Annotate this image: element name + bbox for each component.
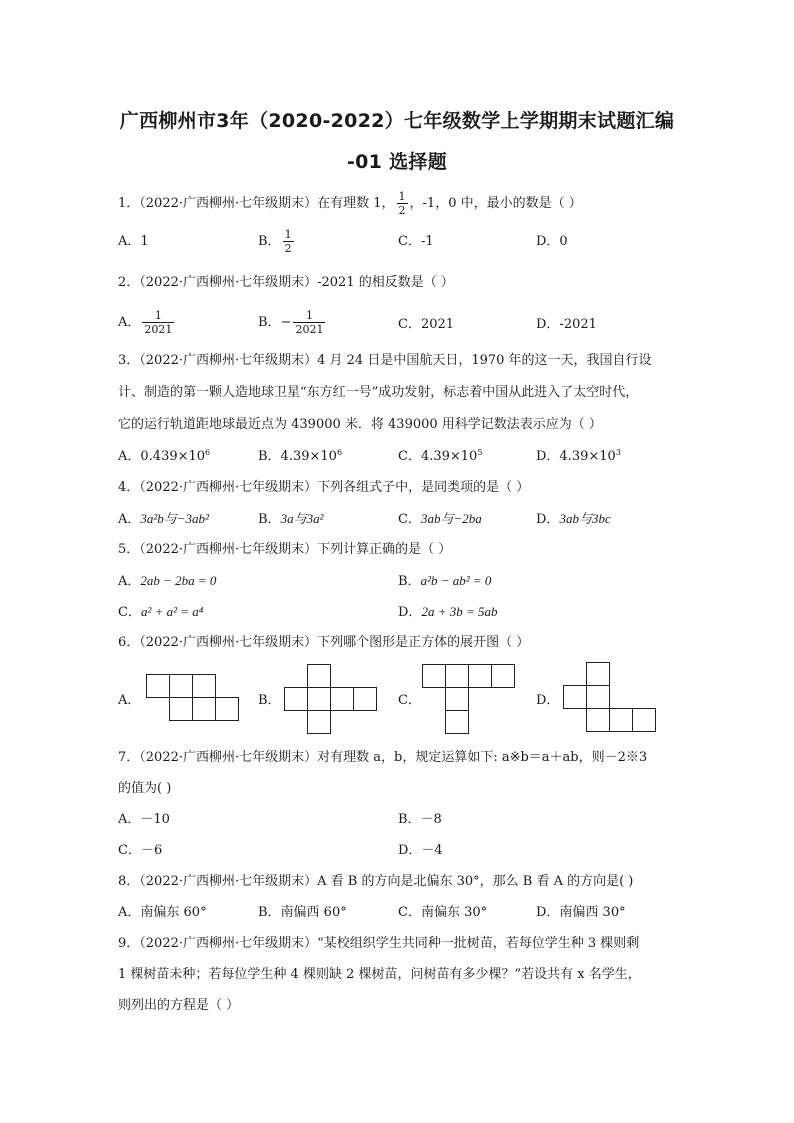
question-6-option-c[interactable]: C．	[398, 693, 421, 708]
question-1-option-d[interactable]: D．0	[536, 234, 568, 249]
question-5-option-d[interactable]: D．2a + 3b = 5ab	[398, 604, 498, 620]
question-3-option-a[interactable]: A．$0.439\times 10^6$	[118, 448, 211, 464]
question-6-option-b[interactable]: B．	[258, 693, 281, 708]
cube-net-figure-d	[563, 662, 658, 734]
cube-net-figure-c	[422, 664, 517, 736]
question-2-option-a[interactable]: A． $\frac{1}{2021}$	[118, 309, 173, 336]
question-2-option-c[interactable]: C．2021	[398, 317, 455, 332]
cube-net-figure-b	[284, 664, 379, 736]
question-1-option-c[interactable]: C．-1	[398, 234, 434, 249]
question-8-option-d[interactable]: D．南偏西 30°	[536, 905, 626, 920]
question-5-option-b[interactable]: B．a²b − ab² = 0	[398, 573, 492, 589]
question-5-option-a[interactable]: A．2ab − 2ba = 0	[118, 573, 217, 589]
question-6-option-d[interactable]: D．	[536, 693, 560, 708]
question-3-stem-line-1: 3．（2022·广西柳州·七年级期末）4 月 24 日是中国航天日，1970 年的这一天，我国自行设	[118, 353, 652, 368]
question-3-option-c[interactable]: C．$4.39\times 10^5$	[398, 448, 483, 464]
question-3-option-b[interactable]: B．$4.39\times 10^6$	[258, 448, 343, 464]
question-4-option-b[interactable]: B．3a与3a²	[258, 511, 324, 527]
question-3-stem-line-3: 它的运行轨道距地球最近点为 439000 米．将 439000 用科学记数法表示应为（ ）	[118, 417, 602, 432]
question-1-stem: 1．（2022·广西柳州·七年级期末）在有理数 1， $\frac{1}{2}$ ，-1，0 中，最小的数是（ ）	[118, 190, 582, 217]
question-2-option-b[interactable]: B．− $\frac{1}{2021}$	[258, 309, 324, 336]
question-3-stem-line-2: 计、制造的第一颗人造地球卫星“东方红一号”成功发射，标志着中国从此进入了太空时代，	[118, 385, 639, 400]
question-7-stem-line-2: 的值为( )	[118, 781, 172, 796]
question-5-option-c[interactable]: C．a² + a² = a⁴	[118, 604, 204, 620]
question-2-stem: 2．（2022·广西柳州·七年级期末）-2021 的相反数是（ ）	[118, 275, 454, 290]
question-8-option-b[interactable]: B．南偏西 60°	[258, 905, 347, 920]
question-9-stem-line-1: 9．（2022·广西柳州·七年级期末）“某校组织学生共同种一批树苗，若每位学生种 3 棵则剩	[118, 936, 640, 951]
question-7-option-b[interactable]: B．－8	[398, 812, 442, 827]
question-4-option-d[interactable]: D．3ab与3bc	[536, 511, 611, 527]
question-6-option-a[interactable]: A．	[118, 693, 141, 708]
cube-net-figure-a	[146, 674, 241, 722]
question-7-option-a[interactable]: A．－10	[118, 812, 170, 827]
question-9-stem-line-2: 1 棵树苗未种；若每位学生种 4 棵则缺 2 棵树苗，问树苗有多少棵？”若设共有 x 名学生，	[118, 967, 641, 982]
question-1-option-a[interactable]: A．1	[118, 234, 149, 249]
question-2-option-d[interactable]: D．-2021	[536, 317, 597, 332]
page-subtitle: -01 选择题	[346, 151, 448, 173]
question-7-stem-line-1: 7．（2022·广西柳州·七年级期末）对有理数 a，b，规定运算如下: a※b＝a＋ab，则－2※3	[118, 750, 648, 765]
question-1-option-b[interactable]: B． $\frac{1}{2}$	[258, 228, 292, 255]
question-8-stem: 8．（2022·广西柳州·七年级期末）A 看 B 的方向是北偏东 30°，那么 B 看 A 的方向是( )	[118, 874, 634, 889]
question-7-option-d[interactable]: D．－4	[398, 843, 443, 858]
fraction-half: $\frac{1}{2}$	[398, 190, 406, 217]
question-5-stem: 5．（2022·广西柳州·七年级期末）下列计算正确的是（ ）	[118, 542, 452, 557]
question-3-option-d[interactable]: D．$4.39\times 10^3$	[536, 448, 621, 464]
question-6-stem: 6．（2022·广西柳州·七年级期末）下列哪个图形是正方体的展开图（ ）	[118, 635, 530, 650]
question-4-option-c[interactable]: C．3ab与−2ba	[398, 511, 482, 527]
question-8-option-c[interactable]: C．南偏东 30°	[398, 905, 488, 920]
question-9-stem-line-3: 则列出的方程是（ ）	[118, 998, 240, 1013]
question-4-option-a[interactable]: A．3a²b与−3ab²	[118, 511, 209, 527]
question-4-stem: 4．（2022·广西柳州·七年级期末）下列各组式子中，是同类项的是（ ）	[118, 480, 530, 495]
page-title: 广西柳州市3年（2020-2022）七年级数学上学期期末试题汇编	[119, 110, 675, 132]
question-7-option-c[interactable]: C．－6	[118, 843, 163, 858]
question-8-option-a[interactable]: A．南偏东 60°	[118, 905, 207, 920]
